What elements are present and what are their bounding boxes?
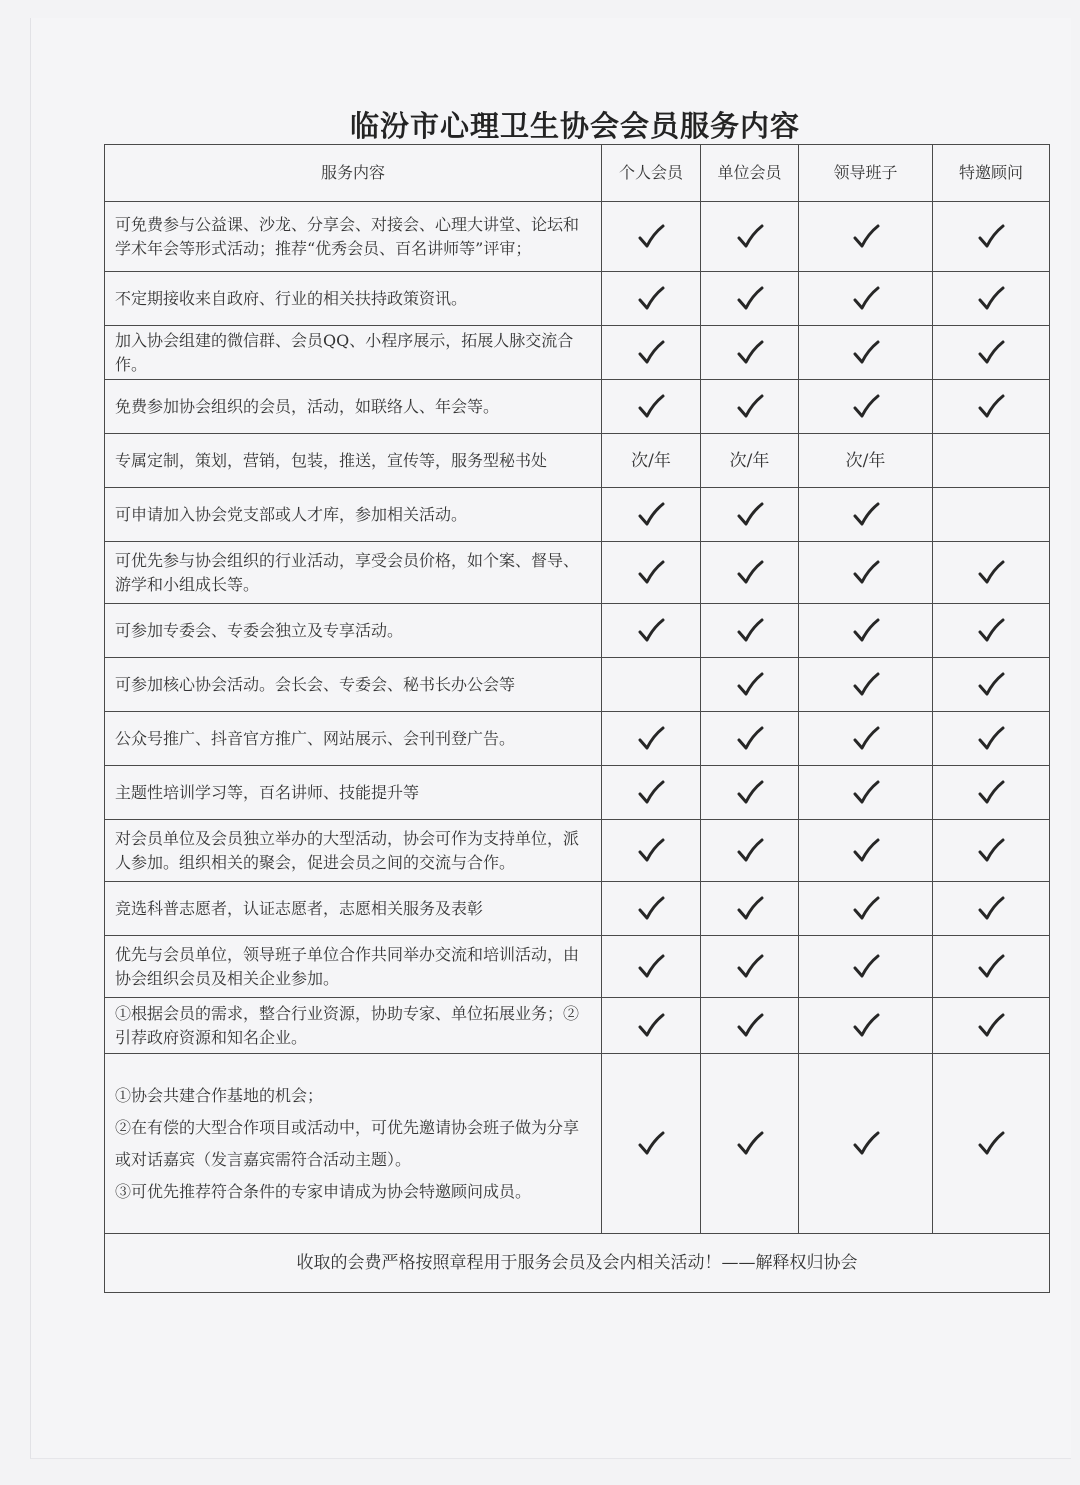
checkmark-icon — [735, 778, 765, 808]
checkmark-icon — [976, 894, 1006, 924]
checkmark-icon — [851, 778, 881, 808]
checkmark-icon — [976, 392, 1006, 422]
checkmark-icon — [976, 836, 1006, 866]
checkmark-icon — [636, 894, 666, 924]
membership-cell — [701, 998, 799, 1054]
membership-cell — [799, 380, 933, 434]
table-row — [105, 380, 1050, 434]
membership-cell — [933, 272, 1050, 326]
table-row — [105, 542, 1050, 604]
membership-cell — [799, 712, 933, 766]
table-row — [105, 202, 1050, 272]
checkmark-icon — [851, 836, 881, 866]
service-description-line: ①协会共建合作基地的机会； — [115, 1085, 324, 1105]
membership-cell — [799, 272, 933, 326]
checkmark-icon — [636, 952, 666, 982]
frequency-text: 次/年 — [631, 450, 671, 471]
header-special-advisor: 特邀顾问 — [933, 145, 1050, 202]
service-description: 竞选科普志愿者，认证志愿者，志愿相关服务及表彰 — [105, 882, 602, 936]
table-row — [105, 712, 1050, 766]
checkmark-icon — [976, 558, 1006, 588]
checkmark-icon — [976, 284, 1006, 314]
membership-cell — [701, 542, 799, 604]
service-description: 可参加核心协会活动。会长会、专委会、秘书长办公会等 — [105, 658, 602, 712]
membership-cell — [933, 202, 1050, 272]
membership-cell — [799, 820, 933, 882]
checkmark-icon — [851, 338, 881, 368]
checkmark-icon — [851, 558, 881, 588]
checkmark-icon — [976, 724, 1006, 754]
membership-cell — [701, 1054, 799, 1234]
header-unit-member: 单位会员 — [701, 145, 799, 202]
checkmark-icon — [851, 724, 881, 754]
header-row — [105, 145, 1050, 202]
checkmark-icon — [735, 836, 765, 866]
membership-cell — [701, 604, 799, 658]
checkmark-icon — [976, 670, 1006, 700]
table-row — [105, 272, 1050, 326]
service-description: 主题性培训学习等，百名讲师、技能提升等 — [105, 766, 602, 820]
table-row — [105, 766, 1050, 820]
table-row — [105, 998, 1050, 1054]
checkmark-icon — [636, 724, 666, 754]
table-row — [105, 936, 1050, 998]
membership-cell — [701, 434, 799, 488]
membership-cell — [933, 434, 1050, 488]
table-row — [105, 434, 1050, 488]
checkmark-icon — [851, 616, 881, 646]
service-description: 可优先参与协会组织的行业活动，享受会员价格，如个案、督导、游学和小组成长等。 — [105, 542, 602, 604]
membership-cell — [602, 820, 701, 882]
checkmark-icon — [636, 616, 666, 646]
membership-cell — [602, 712, 701, 766]
checkmark-icon — [735, 222, 765, 252]
membership-cell — [933, 712, 1050, 766]
membership-cell — [701, 380, 799, 434]
table-row — [105, 1054, 1050, 1234]
service-description: 免费参加协会组织的会员，活动，如联络人、年会等。 — [105, 380, 602, 434]
checkmark-icon — [851, 392, 881, 422]
service-description-line: ③可优先推荐符合条件的专家申请成为协会特邀顾问成员。 — [115, 1181, 532, 1201]
membership-cell — [602, 202, 701, 272]
checkmark-icon — [636, 222, 666, 252]
membership-cell — [602, 936, 701, 998]
service-description: 优先与会员单位，领导班子单位合作共同举办交流和培训活动，由协会组织会员及相关企业参加。 — [105, 936, 602, 998]
membership-cell — [701, 658, 799, 712]
checkmark-icon — [636, 778, 666, 808]
membership-cell — [933, 936, 1050, 998]
membership-cell — [602, 766, 701, 820]
service-description-line: ②在有偿的大型合作项目或活动中，可优先邀请协会班子做为分享或对话嘉宾（发言嘉宾需符合活动主题）。 — [115, 1117, 580, 1169]
checkmark-icon — [851, 284, 881, 314]
checkmark-icon — [735, 952, 765, 982]
checkmark-icon — [636, 558, 666, 588]
membership-cell — [933, 882, 1050, 936]
membership-cell — [701, 202, 799, 272]
table-row — [105, 326, 1050, 380]
membership-cell — [799, 202, 933, 272]
membership-cell — [701, 272, 799, 326]
membership-cell — [799, 604, 933, 658]
checkmark-icon — [636, 500, 666, 530]
table-row — [105, 488, 1050, 542]
checkmark-icon — [976, 338, 1006, 368]
checkmark-icon — [851, 670, 881, 700]
membership-cell — [933, 1054, 1050, 1234]
service-description: 加入协会组建的微信群、会员QQ、小程序展示，拓展人脉交流合作。 — [105, 326, 602, 380]
membership-cell — [799, 766, 933, 820]
service-description: 对会员单位及会员独立举办的大型活动，协会可作为支持单位，派人参加。组织相关的聚会，促进会员之间的交流与合作。 — [105, 820, 602, 882]
membership-cell — [602, 542, 701, 604]
header-individual-member: 个人会员 — [602, 145, 701, 202]
checkmark-icon — [851, 500, 881, 530]
checkmark-icon — [735, 894, 765, 924]
checkmark-icon — [976, 952, 1006, 982]
checkmark-icon — [636, 338, 666, 368]
checkmark-icon — [851, 1011, 881, 1041]
membership-cell — [701, 820, 799, 882]
membership-cell — [933, 380, 1050, 434]
membership-cell — [933, 998, 1050, 1054]
checkmark-icon — [735, 1011, 765, 1041]
service-description: 可参加专委会、专委会独立及专享活动。 — [105, 604, 602, 658]
membership-cell — [799, 882, 933, 936]
checkmark-icon — [735, 500, 765, 530]
membership-cell — [933, 488, 1050, 542]
membership-cell — [701, 488, 799, 542]
membership-cell — [602, 434, 701, 488]
table-row — [105, 882, 1050, 936]
frequency-text: 次/年 — [845, 450, 886, 471]
membership-cell — [799, 542, 933, 604]
checkmark-icon — [735, 392, 765, 422]
footer-note: 收取的会费严格按照章程用于服务会员及会内相关活动！——解释权归协会 — [105, 1234, 1050, 1293]
checkmark-icon — [735, 338, 765, 368]
membership-cell — [799, 998, 933, 1054]
membership-cell — [799, 936, 933, 998]
membership-cell — [602, 272, 701, 326]
checkmark-icon — [976, 1011, 1006, 1041]
checkmark-icon — [735, 1129, 765, 1159]
membership-cell — [799, 1054, 933, 1234]
membership-cell — [799, 488, 933, 542]
service-description: 可免费参与公益课、沙龙、分享会、对接会、心理大讲堂、论坛和学术年会等形式活动；推荐“优秀会员、百名讲师等”评审； — [105, 202, 602, 272]
membership-cell — [701, 882, 799, 936]
membership-cell — [602, 380, 701, 434]
checkmark-icon — [735, 284, 765, 314]
membership-cell — [602, 1054, 701, 1234]
frequency-text: 次/年 — [729, 450, 770, 471]
membership-cell — [933, 766, 1050, 820]
membership-cell — [602, 604, 701, 658]
checkmark-icon — [851, 952, 881, 982]
membership-cell — [933, 326, 1050, 380]
checkmark-icon — [735, 724, 765, 754]
membership-cell — [933, 542, 1050, 604]
service-description: 可申请加入协会党支部或人才库，参加相关活动。 — [105, 488, 602, 542]
membership-cell — [701, 326, 799, 380]
service-description: 不定期接收来自政府、行业的相关扶持政策资讯。 — [105, 272, 602, 326]
service-description — [105, 1054, 602, 1234]
membership-cell — [799, 658, 933, 712]
membership-cell — [933, 820, 1050, 882]
checkmark-icon — [636, 1011, 666, 1041]
checkmark-icon — [851, 894, 881, 924]
footer-row — [105, 1234, 1050, 1293]
membership-cell — [602, 326, 701, 380]
checkmark-icon — [976, 1129, 1006, 1159]
membership-cell — [602, 488, 701, 542]
checkmark-icon — [735, 616, 765, 646]
checkmark-icon — [976, 778, 1006, 808]
membership-cell — [602, 998, 701, 1054]
header-leadership: 领导班子 — [799, 145, 933, 202]
checkmark-icon — [636, 284, 666, 314]
header-service-content: 服务内容 — [105, 145, 602, 202]
membership-cell — [701, 712, 799, 766]
checkmark-icon — [851, 1129, 881, 1159]
membership-cell — [701, 766, 799, 820]
membership-cell — [602, 882, 701, 936]
checkmark-icon — [851, 222, 881, 252]
table-row — [105, 820, 1050, 882]
service-description: 专属定制，策划，营销，包装，推送，宣传等，服务型秘书处 — [105, 434, 602, 488]
membership-cell — [799, 326, 933, 380]
membership-cell — [933, 658, 1050, 712]
checkmark-icon — [636, 836, 666, 866]
checkmark-icon — [636, 1129, 666, 1159]
table-row — [105, 658, 1050, 712]
service-table — [104, 144, 1050, 1293]
membership-cell — [933, 604, 1050, 658]
service-description: ①根据会员的需求，整合行业资源，协助专家、单位拓展业务；②引荐政府资源和知名企业。 — [105, 998, 602, 1054]
checkmark-icon — [735, 558, 765, 588]
membership-cell — [602, 658, 701, 712]
checkmark-icon — [976, 616, 1006, 646]
checkmark-icon — [735, 670, 765, 700]
membership-cell — [701, 936, 799, 998]
checkmark-icon — [976, 222, 1006, 252]
document-title: 临汾市心理卫生协会会员服务内容 — [349, 109, 800, 143]
service-description: 公众号推广、抖音官方推广、网站展示、会刊刊登广告。 — [105, 712, 602, 766]
membership-cell — [799, 434, 933, 488]
table-row — [105, 604, 1050, 658]
checkmark-icon — [636, 392, 666, 422]
